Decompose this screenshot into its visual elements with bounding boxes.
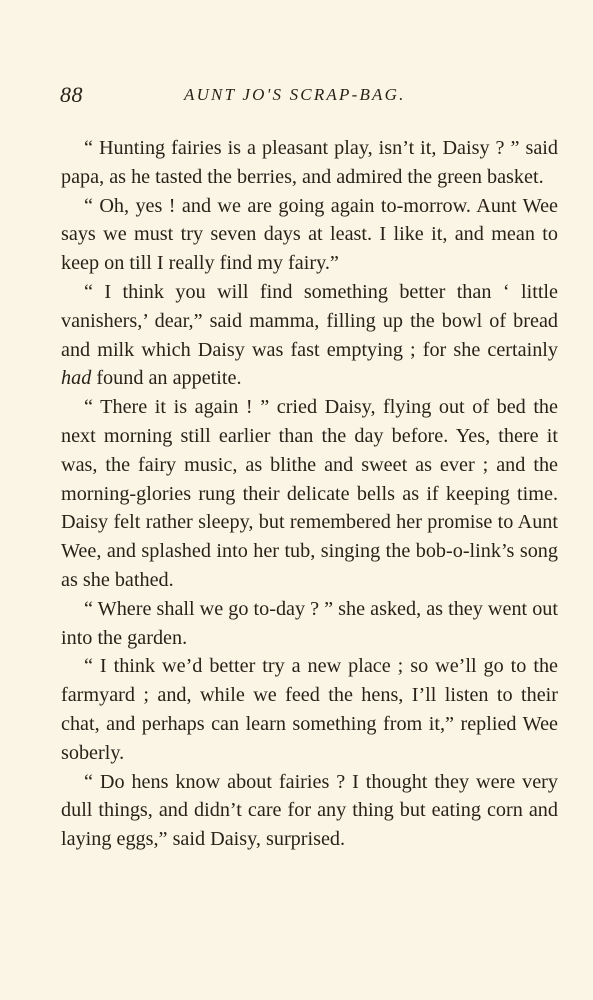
paragraph-text: “ There it is again ! ” cried Daisy, flying out of bed the next morning still earlier than the day before. Yes, there it was, the fairy music, as blithe and sweet as ever ; and the morning-glories rung their delicate bells as if keeping time. Daisy felt rather sleepy, but remembered her promise to Aunt Wee, and splashed into her tub, singing the bob-o-link’s song as she bathed. [61, 396, 558, 591]
paragraph [61, 393, 558, 595]
paragraph-text: “ I think you will find something better than ‘ little vanishers,’ dear,” said mamma, filling up the bowl of bread and milk which Daisy was fast emptying ; for she certainly [61, 280, 558, 361]
paragraph [61, 595, 558, 653]
body-text [61, 134, 558, 854]
paragraph-text: “ Hunting fairies is a pleasant play, isn’t it, Daisy ? ” said papa, as he tasted the berries, and admired the green basket. [61, 137, 558, 188]
paragraph-text: “ Where shall we go to-day ? ” she asked, as they went out into the garden. [61, 597, 558, 649]
paragraph-text: “ I think we’d better try a new place ; so we’ll go to the farmyard ; and, while we feed the hens, I’ll listen to their chat, and perhaps can learn something from it,” replied Wee soberly. [61, 655, 558, 764]
paragraph-text: “ Do hens know about fairies ? I thought they were very dull things, and didn’t care for any thing but eating corn and laying eggs,” said Daisy, surprised. [61, 770, 558, 851]
paragraph-text-continued: found an appetite. [91, 367, 242, 390]
paragraph [61, 652, 558, 767]
emphasized-word: had [61, 367, 92, 390]
paragraph [61, 192, 558, 278]
paragraph [61, 134, 558, 192]
page-number: 88 [60, 82, 83, 107]
paragraph [61, 278, 558, 393]
paragraph [61, 768, 558, 854]
running-title: AUNT JO'S SCRAP-BAG. [184, 85, 406, 104]
paragraph-text: “ Oh, yes ! and we are going again to-morrow. Aunt Wee says we must try seven days at least. I like it, and mean to keep on till I really find my fairy.” [61, 194, 558, 275]
page-header [60, 82, 560, 112]
